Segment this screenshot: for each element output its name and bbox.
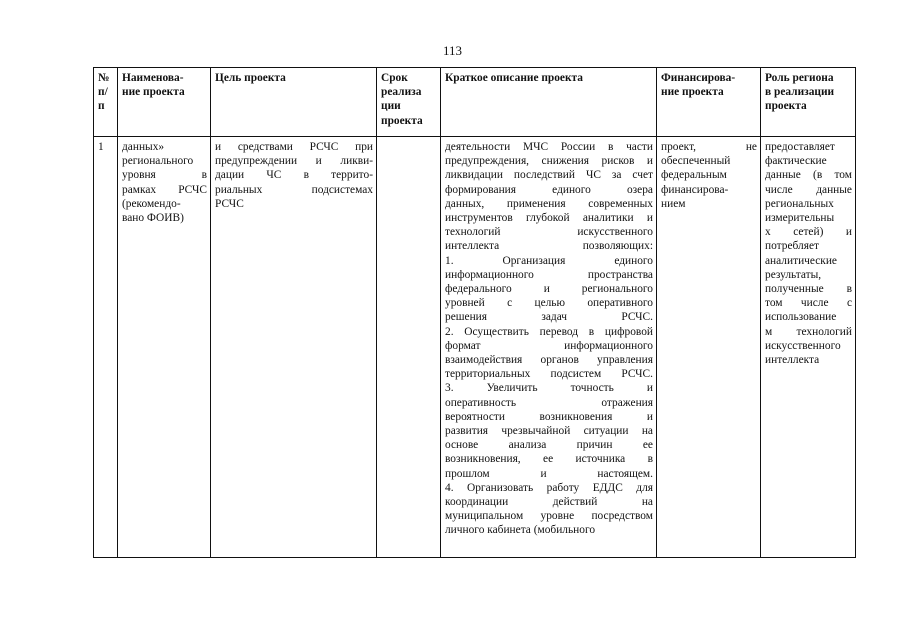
cell-text-line: муниципальном уровне посредством: [445, 510, 653, 523]
cell-text-line: Роль региона: [765, 72, 834, 84]
cell-text-line: Краткое описание проекта: [445, 72, 583, 84]
cell-text-line: измерительны: [765, 212, 835, 225]
cell-text-line: проект, не: [661, 141, 757, 153]
cell-text-line: числе данные: [765, 183, 852, 196]
cell-text-line: искусственного: [765, 339, 841, 352]
cell-text-line: личного кабинета (мобильного: [445, 524, 596, 537]
cell-text-line: данные (в том: [765, 169, 852, 182]
cell-text-line: проекта: [765, 100, 807, 113]
cell-text-line: федеральным: [661, 169, 727, 182]
table-row: [94, 137, 856, 558]
cell-text-line: результаты,: [765, 268, 822, 281]
header-term: [377, 68, 441, 137]
cell-number: [94, 137, 118, 558]
cell-text-line: оперативность отражения: [445, 396, 653, 409]
cell-text-line: 3. Увеличить точность и: [445, 382, 653, 395]
cell-text-line: ции: [381, 100, 401, 113]
cell-text-line: федерального и регионального: [445, 283, 653, 296]
cell-text-line: предупреждения, снижения рисков и: [445, 155, 653, 168]
cell-text-line: финансирова-: [661, 183, 729, 196]
header-financing: [657, 68, 761, 137]
cell-text-line: 4. Организовать работу ЕДДС для: [445, 481, 653, 494]
header-project-name: [118, 68, 211, 137]
cell-text-line: Срок: [381, 72, 408, 84]
cell-text-line: уровней с целью оперативного: [445, 297, 653, 310]
cell-text-line: нием: [661, 197, 686, 210]
cell-text-line: п/: [98, 86, 108, 99]
cell-text-line: 2. Осуществить перевод в цифровой: [445, 325, 653, 338]
cell-text-line: территориальных подсистем РСЧС.: [445, 368, 653, 381]
cell-term: [377, 137, 441, 558]
cell-text-line: том числе с: [765, 297, 852, 310]
cell-text-line: Финансирова-: [661, 72, 736, 84]
cell-text-line: информационного пространства: [445, 268, 653, 281]
cell-text-line: вероятности возникновения и: [445, 410, 653, 423]
cell-text-line: технологий искусственного: [445, 226, 653, 239]
cell-text-line: 1. Организация единого: [445, 254, 653, 267]
cell-text-line: ние проекта: [661, 86, 724, 99]
cell-text-line: возникновения, ее источника в: [445, 453, 653, 466]
cell-text-line: уровня в: [122, 169, 207, 182]
cell-text-line: №: [98, 72, 110, 84]
cell-text-line: интеллекта: [765, 354, 820, 367]
cell-text-line: взаимодействия органов управления: [445, 354, 653, 367]
cell-text-line: формирования единого озера: [445, 183, 653, 196]
cell-description: [441, 137, 657, 558]
header-region-role: [761, 68, 856, 137]
cell-text-line: проекта: [381, 114, 423, 127]
cell-text-line: регионального: [122, 155, 194, 168]
cell-text-line: Цель проекта: [215, 72, 286, 84]
cell-text-line: х сетей) и: [765, 226, 852, 239]
cell-text-line: вано ФОИВ): [122, 212, 184, 225]
cell-text-line: ликвидации последствий ЧС за счет: [445, 169, 653, 182]
cell-text-line: РСЧС: [215, 197, 244, 210]
cell-text-line: формат информационного: [445, 339, 653, 352]
cell-text-line: полученные в: [765, 283, 852, 296]
cell-project-goal: [211, 137, 377, 558]
cell-text-line: прошлом и настоящем.: [445, 467, 653, 480]
project-table: [93, 67, 856, 558]
cell-text-line: предупреждении и ликви-: [215, 155, 373, 168]
cell-text-line: интеллекта позволяющих:: [445, 240, 653, 253]
cell-text-line: дации ЧС в террито-: [215, 169, 373, 182]
header-number: [94, 68, 118, 137]
cell-text-line: п: [98, 100, 105, 113]
cell-text-line: решения задач РСЧС.: [445, 311, 653, 324]
cell-financing: [657, 137, 761, 558]
cell-text-line: основе анализа причин ее: [445, 439, 653, 452]
cell-text-line: использование: [765, 311, 837, 324]
cell-text-line: предоставляет: [765, 141, 835, 153]
cell-text-line: в реализации: [765, 86, 835, 99]
cell-text-line: риальных подсистемах: [215, 183, 373, 196]
cell-text-line: реализа: [381, 86, 422, 99]
cell-text-line: данных»: [122, 141, 165, 153]
cell-text-line: деятельности МЧС России в части: [445, 141, 653, 153]
header-row: [94, 68, 856, 137]
header-project-goal: [211, 68, 377, 137]
cell-text-line: инструментов глубокой аналитики и: [445, 212, 653, 225]
cell-text-line: аналитические: [765, 254, 837, 267]
header-description: [441, 68, 657, 137]
cell-text-line: рамках РСЧС: [122, 183, 207, 196]
cell-text-line: ние проекта: [122, 86, 185, 99]
page-number: 113: [442, 43, 463, 58]
cell-text-line: и средствами РСЧС при: [215, 141, 373, 153]
cell-text-line: 1: [98, 141, 104, 153]
cell-text-line: потребляет: [765, 240, 819, 253]
cell-text-line: обеспеченный: [661, 155, 731, 168]
cell-text-line: м технологий: [765, 325, 852, 338]
cell-text-line: фактические: [765, 155, 827, 168]
cell-text-line: развития чрезвычайной ситуации на: [445, 425, 653, 438]
cell-text-line: (рекомендо-: [122, 197, 181, 210]
cell-text-line: данных, применения современных: [445, 197, 653, 210]
cell-text-line: региональных: [765, 197, 834, 210]
cell-project-name: [118, 137, 211, 558]
cell-text-line: координации действий на: [445, 496, 653, 509]
cell-text-line: Наименова-: [122, 72, 184, 84]
cell-region-role: [761, 137, 856, 558]
